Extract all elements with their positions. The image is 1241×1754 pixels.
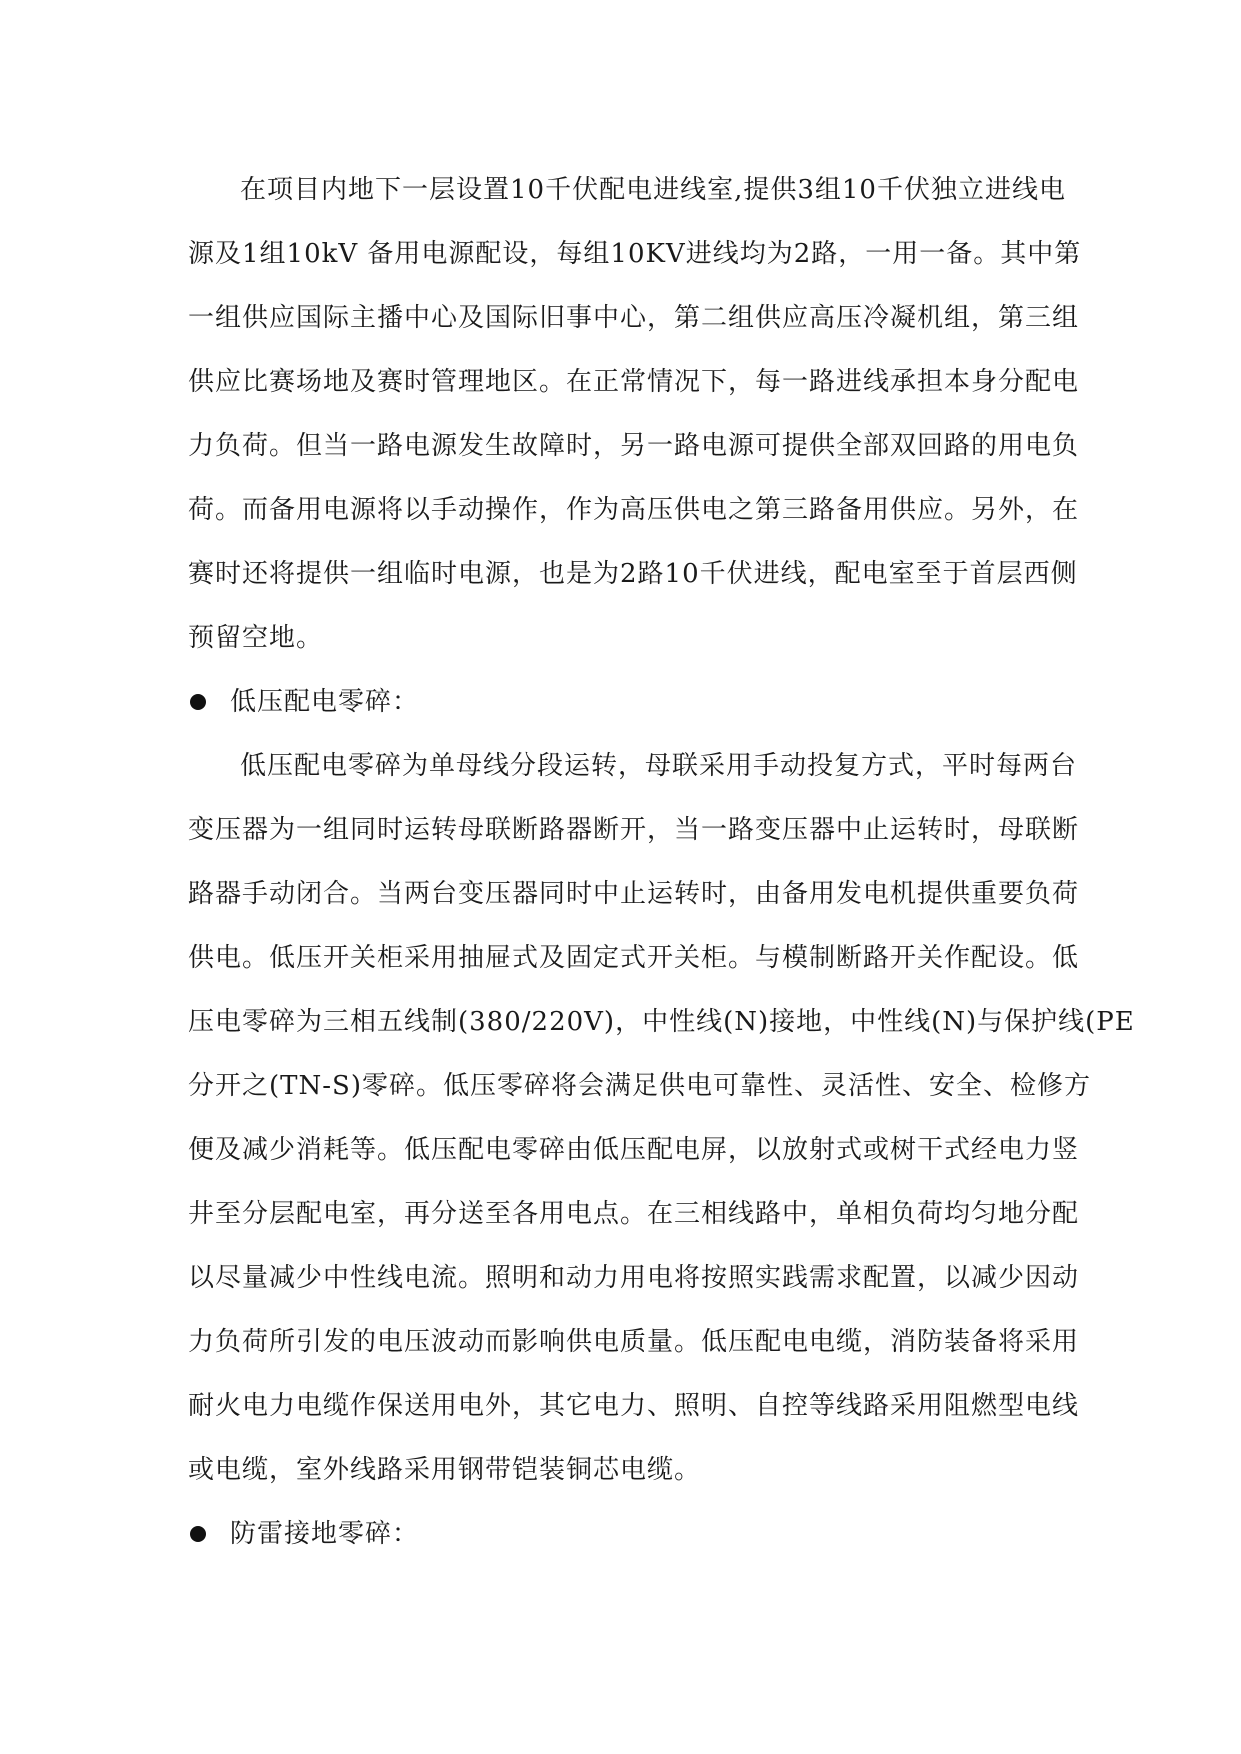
text-line: 力负荷所引发的电压波动而影响供电质量。低压配电电缆，消防装备将采用 xyxy=(188,1327,1080,1357)
text-line: 供电。低压开关柜采用抽屉式及固定式开关柜。与模制断路开关作配设。低 xyxy=(188,943,1080,973)
text-line: 以尽量减少中性线电流。照明和动力用电将按照实践需求配置，以减少因动 xyxy=(188,1263,1080,1293)
text-line: 耐火电力电缆作保送用电外，其它电力、照明、自控等线路采用阻燃型电线 xyxy=(188,1391,1080,1421)
section-heading: 低压配电零碎： xyxy=(230,687,420,717)
text-line: 荷。而备用电源将以手动操作，作为高压供电之第三路备用供应。另外，在 xyxy=(188,495,1080,525)
text-line: 赛时还将提供一组临时电源，也是为2路10千伏进线，配电室至于首层西侧 xyxy=(188,559,1078,589)
document-body xyxy=(188,158,1135,1566)
paragraph-low-voltage xyxy=(188,734,1135,1502)
bullet-heading-lightning xyxy=(188,1502,1088,1566)
text-line: 便及减少消耗等。低压配电零碎由低压配电屏，以放射式或树干式经电力竖 xyxy=(188,1135,1080,1165)
text-line: 一组供应国际主播中心及国际旧事中心，第二组供应高压冷凝机组，第三组 xyxy=(188,303,1080,333)
bullet-icon xyxy=(190,1526,206,1542)
text-line: 源及1组10kV 备用电源配设，每组10KV进线均为2路，一用一备。其中第 xyxy=(188,239,1082,269)
section-heading: 防雷接地零碎： xyxy=(230,1519,420,1549)
text-line: 供应比赛场地及赛时管理地区。在正常情况下，每一路进线承担本身分配电 xyxy=(188,367,1080,397)
bullet-heading-low-voltage xyxy=(188,670,1088,734)
text-line: 路器手动闭合。当两台变压器同时中止运转时，由备用发电机提供重要负荷 xyxy=(188,879,1080,909)
text-line: 分开之(TN-S)零碎。低压零碎将会满足供电可靠性、灵活性、安全、检修方 xyxy=(188,1071,1091,1101)
text-line: 变压器为一组同时运转母联断路器断开，当一路变压器中止运转时，母联断 xyxy=(188,815,1080,845)
text-line: 井至分层配电室，再分送至各用电点。在三相线路中，单相负荷均匀地分配 xyxy=(188,1199,1080,1229)
text-line: 在项目内地下一层设置10千伏配电进线室,提供3组10千伏独立进线电 xyxy=(240,175,1066,205)
text-line: 低压配电零碎为单母线分段运转，母联采用手动投复方式，平时每两台 xyxy=(240,751,1078,781)
text-line: 预留空地。 xyxy=(188,623,324,653)
text-line: 压电零碎为三相五线制(380/220V)，中性线(N)接地，中性线(N)与保护线(PE xyxy=(188,1007,1135,1037)
text-line: 力负荷。但当一路电源发生故障时，另一路电源可提供全部双回路的用电负 xyxy=(188,431,1080,461)
bullet-icon xyxy=(190,694,206,710)
paragraph-hv-supply xyxy=(188,158,1088,670)
text-line: 或电缆，室外线路采用钢带铠装铜芯电缆。 xyxy=(188,1455,702,1485)
